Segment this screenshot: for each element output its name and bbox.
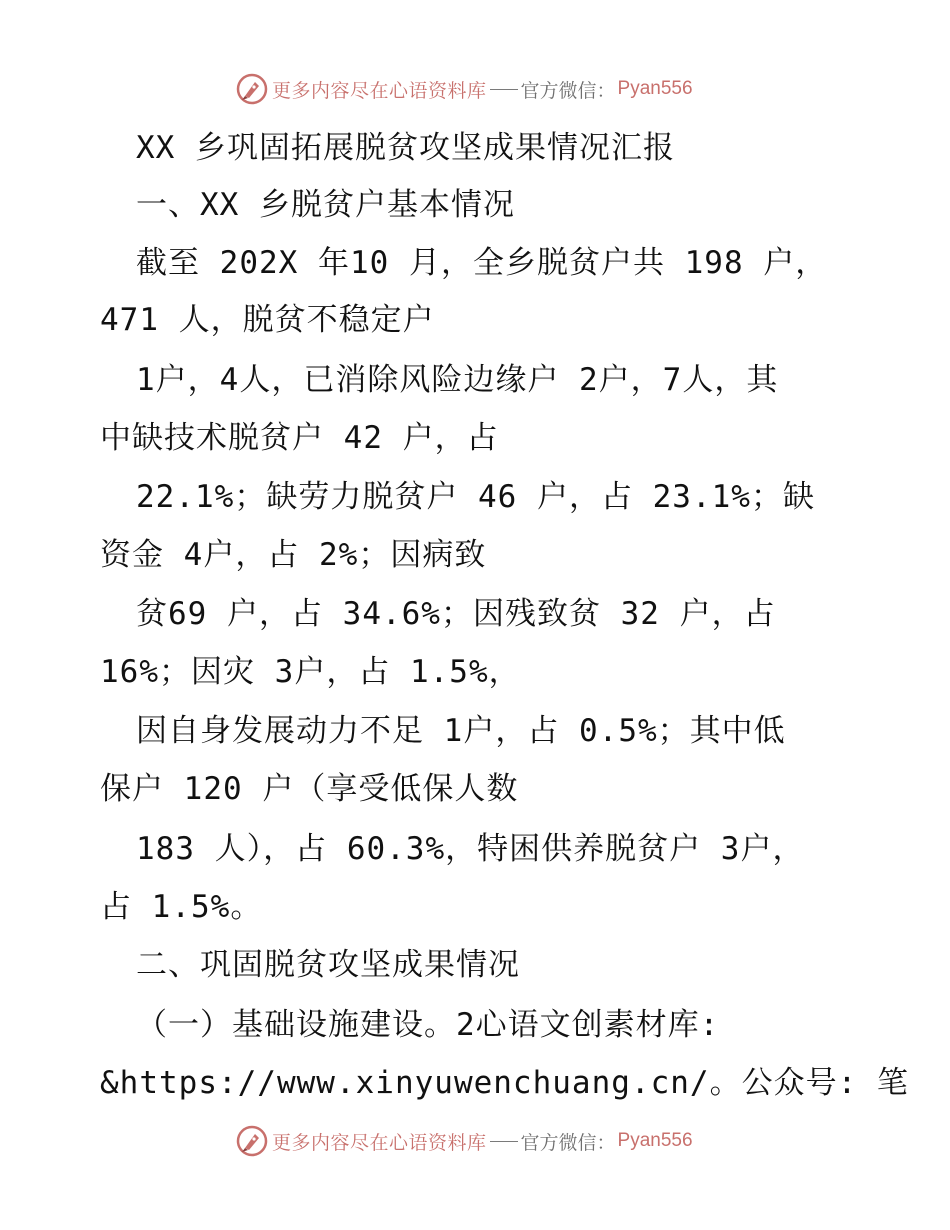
paragraph-line: 截至 202X 年10 月，全乡脱贫户共 198 户， [136, 245, 828, 281]
paragraph-line: 占 1.5%。 [100, 889, 263, 925]
paragraph-line: 因自身发展动力不足 1户，占 0.5%；其中低 [136, 713, 786, 749]
paragraph-line: 471 人，脱贫不稳定户 [100, 302, 435, 338]
pen-nib-logo-icon [236, 1125, 268, 1157]
promo-text: 更多内容尽在心语资料库 [272, 1131, 487, 1154]
paragraph-line: 保户 120 户（享受低保人数 [100, 771, 519, 807]
paragraph-line: 资金 4户，占 2%；因病致 [100, 537, 487, 573]
wechat-handle: Pyan556 [617, 1130, 693, 1151]
wechat-handle: Pyan556 [617, 78, 693, 99]
paragraph-line: 183 人），占 60.3%，特困供养脱贫户 3户， [136, 831, 805, 867]
paragraph-line: 16%；因灾 3户，占 1.5%， [100, 654, 521, 690]
header-banner [236, 72, 693, 106]
subsection-heading: （一）基础设施建设。2心语文创素材库: [136, 1007, 720, 1043]
paragraph-line: 1户，4人，已消除风险边缘户 2户，7人，其 [136, 362, 779, 398]
document-title: XX 乡巩固拓展脱贫攻坚成果情况汇报 [136, 130, 675, 166]
paragraph-line: 中缺技术脱贫户 42 户，占 [100, 420, 499, 456]
paragraph-line: 22.1%；缺劳力脱贫户 46 户，占 23.1%；缺 [136, 479, 815, 515]
promo-text: 更多内容尽在心语资料库 [272, 79, 487, 102]
section-heading: 二、巩固脱贫攻坚成果情况 [136, 947, 520, 983]
footer-banner [236, 1124, 693, 1158]
wechat-label: 官方微信： [520, 1131, 616, 1154]
pen-nib-logo-icon [236, 73, 268, 105]
wechat-label: 官方微信： [520, 79, 616, 102]
banner-dash [490, 1141, 518, 1142]
paragraph-line: 贫69 户，占 34.6%；因残致贫 32 户，占 [136, 596, 776, 632]
banner-dash [490, 89, 518, 90]
paragraph-line: &https://www.xinyuwenchuang.cn/。公众号: 笔 [100, 1065, 909, 1101]
section-heading: 一、XX 乡脱贫户基本情况 [136, 187, 515, 223]
